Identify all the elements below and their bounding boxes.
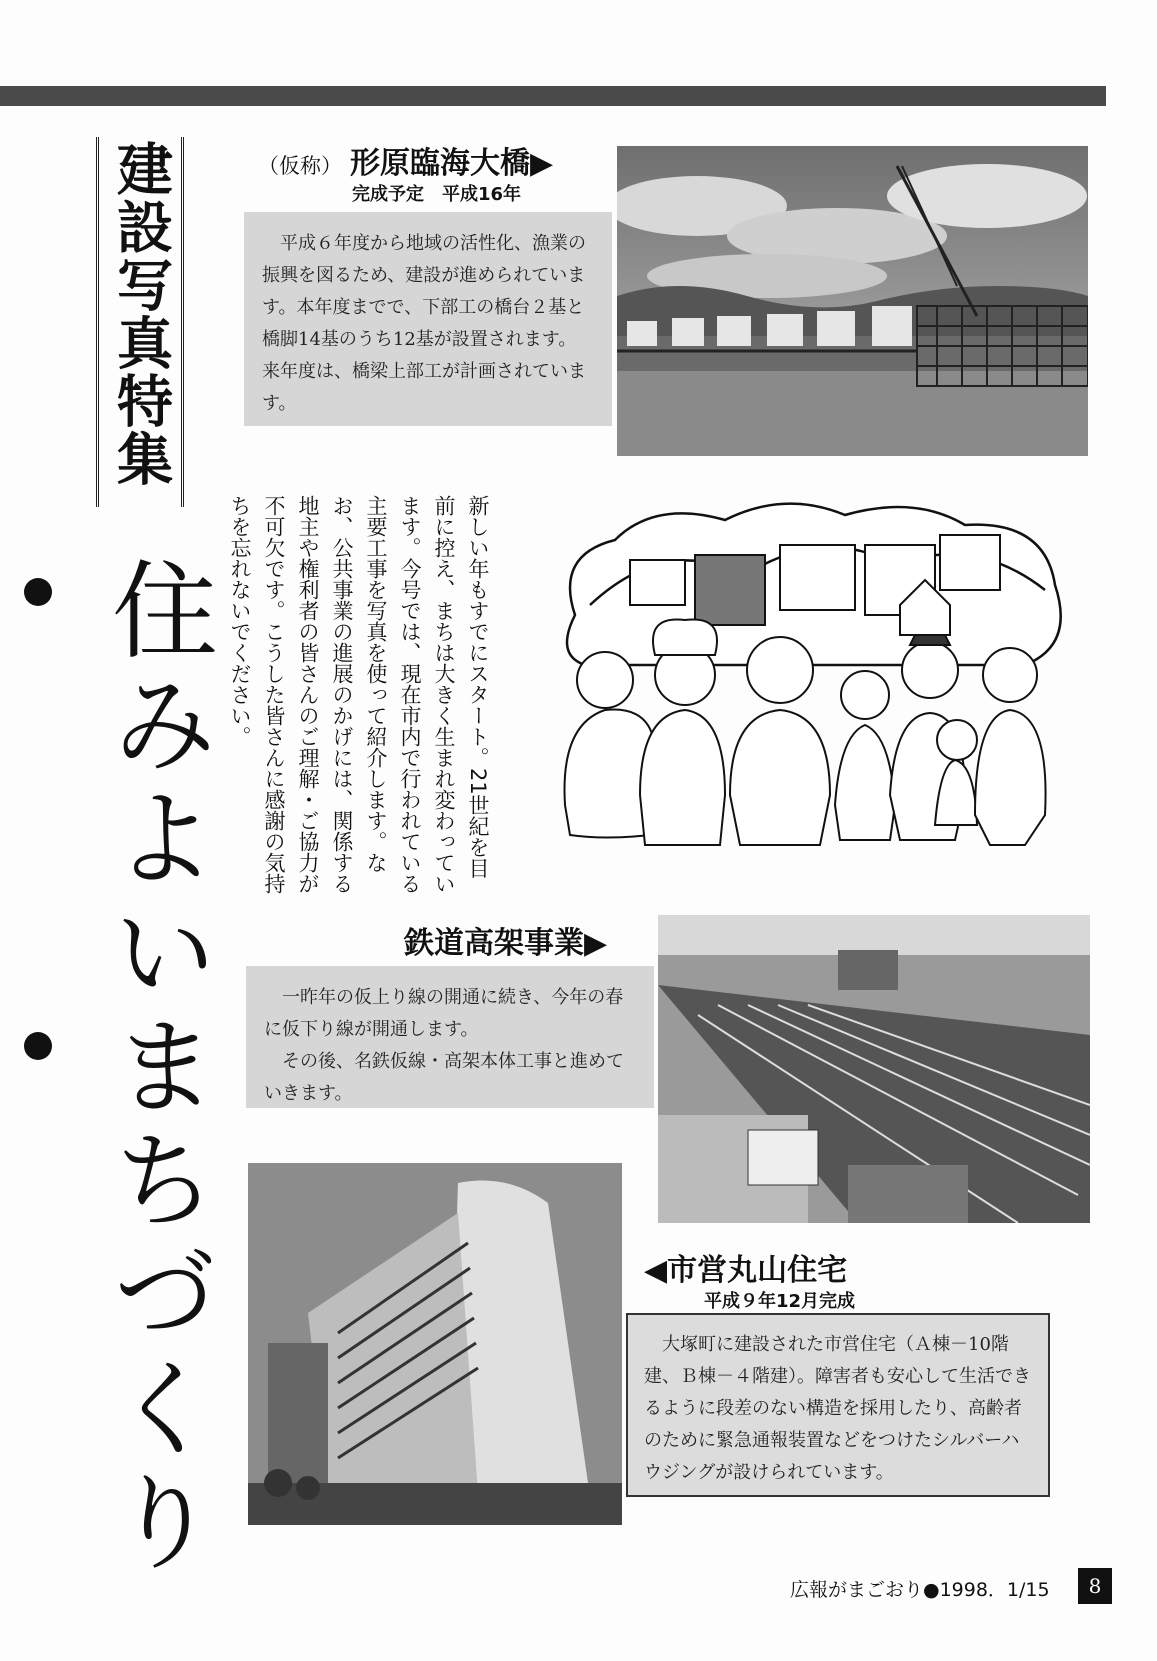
top-rule bbox=[0, 86, 1106, 106]
bullet-dot bbox=[24, 1032, 52, 1060]
railway-title: 鉄道高架事業▶ bbox=[404, 926, 608, 961]
housing-description bbox=[626, 1313, 1050, 1497]
housing-description-text: 大塚町に建設された市営住宅（Ａ棟－10階建、Ｂ棟－４階建）。障害者も安心して生活できるように段差のない構造を採用したり、高齢者のために緊急通報装置などをつけたシルバーハウジングが設けられています。 bbox=[644, 1334, 1031, 1483]
railway-photo bbox=[658, 915, 1090, 1223]
railway-description bbox=[246, 966, 654, 1108]
page-number: 8 bbox=[1078, 1568, 1112, 1604]
intro-text: 新しい年もすでにスタート。21世紀を目前に控え、まちは大きく生まれ変わっています。今号では、現在市内で行われている主要工事を写真を使って紹介します。なお、公共事業の進展のかげには、関係する地主や権利者の皆さんのご理解・ご協力が不可欠です。こうした皆さんに感謝の気持ちを忘れないでください。 bbox=[228, 495, 490, 894]
housing-photo bbox=[248, 1163, 622, 1525]
bridge-description-text: 平成６年度から地域の活性化、漁業の振興を図るため、建設が進められています。本年度までで、下部工の橋台２基と橋脚14基のうち12基が設置されます。来年度は、橋梁上部工が計画されています。 bbox=[262, 233, 586, 414]
housing-subtitle: 平成９年12月完成 bbox=[704, 1291, 856, 1312]
publication-footer: 広報がまごおり●1998．1/15 bbox=[790, 1579, 1050, 1601]
railway-description-text-1: 一昨年の仮上り線の開通に続き、今年の春に仮下り線が開通します。 bbox=[264, 987, 624, 1040]
housing-title: ◀市営丸山住宅 bbox=[644, 1253, 848, 1288]
bridge-title-text: 形原臨海大橋▶ bbox=[350, 146, 554, 181]
town-illustration bbox=[545, 495, 1080, 885]
bridge-description bbox=[244, 212, 612, 426]
bullet-dot bbox=[24, 578, 52, 606]
bridge-photo bbox=[617, 146, 1088, 456]
special-label: 建設写真特集 bbox=[108, 140, 173, 488]
bridge-title bbox=[258, 138, 553, 182]
bridge-subtitle: 完成予定 平成16年 bbox=[352, 184, 522, 205]
bridge-title-prefix: （仮称） bbox=[258, 154, 342, 178]
main-title: 住みよいまちづくり bbox=[95, 555, 218, 1581]
railway-description-text-2: その後、名鉄仮線・高架本体工事と進めていきます。 bbox=[264, 1051, 624, 1104]
